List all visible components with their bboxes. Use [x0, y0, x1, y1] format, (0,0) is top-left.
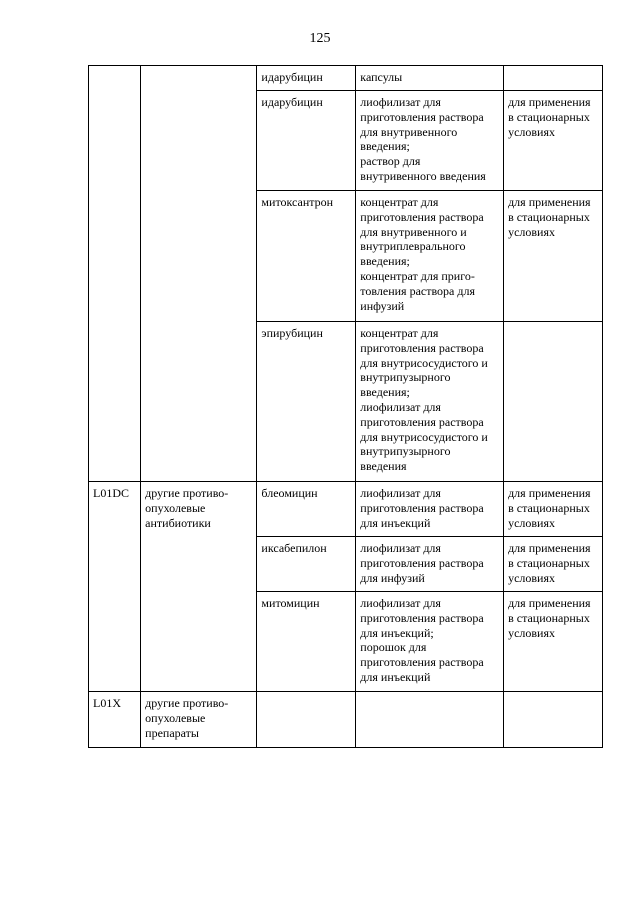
- dosage-form-cell: [356, 322, 504, 482]
- dosage-form-line: внутривенного введения: [360, 168, 486, 183]
- note-cell: [504, 322, 603, 482]
- group-name-line: антибиотики: [145, 515, 211, 530]
- dosage-form-line: для инъекций: [360, 515, 431, 530]
- dosage-form-line: для инфузий: [360, 570, 425, 585]
- dosage-form-line: приготовления раствора: [360, 500, 484, 515]
- table-row: [89, 66, 603, 91]
- page-number: 125: [309, 31, 331, 46]
- note-line: условиях: [508, 570, 555, 585]
- drug-name: блеомицин: [261, 486, 318, 500]
- dosage-form-line: для инъекций: [360, 669, 431, 684]
- dosage-form-line: приготовления раствора: [360, 555, 484, 570]
- dosage-form-line: приготовления раствора: [360, 109, 484, 124]
- dosage-form-line: введения;: [360, 139, 410, 154]
- note-cell: [504, 66, 603, 91]
- drug-table: [88, 65, 603, 748]
- drug-name-cell: [257, 66, 356, 91]
- note-line: в стационарных: [508, 500, 590, 515]
- dosage-form-line: капсулы: [360, 70, 403, 84]
- dosage-form-line: порошок для: [360, 640, 427, 655]
- note-line: условиях: [508, 224, 555, 239]
- dosage-form-line: внутриплеврального: [360, 239, 466, 254]
- dosage-form-line: инфузий: [360, 298, 405, 313]
- dosage-form-line: концентрат для: [360, 326, 439, 340]
- dosage-form-line: введения;: [360, 385, 410, 400]
- dosage-form-line: введения;: [360, 254, 410, 269]
- dosage-form-line: введения: [360, 459, 407, 474]
- note-cell: [504, 91, 603, 191]
- dosage-form-line: концентрат для приго-: [360, 268, 475, 283]
- drug-name-cell: [257, 322, 356, 482]
- table-row: [89, 482, 603, 537]
- note-line: для применения: [508, 541, 591, 555]
- dosage-form-line: лиофилизат для: [360, 399, 441, 414]
- dosage-form-line: лиофилизат для: [360, 95, 441, 109]
- note-line: в стационарных: [508, 610, 590, 625]
- dosage-form-line: внутрипузырного: [360, 444, 451, 459]
- drug-name-cell: [257, 91, 356, 191]
- drug-name: митоксантрон: [261, 195, 334, 209]
- table-row: [89, 692, 603, 748]
- group-name-line: опухолевые: [145, 500, 206, 515]
- table-body: [89, 66, 603, 748]
- note-line: в стационарных: [508, 109, 590, 124]
- group-name-line: препараты: [145, 725, 199, 740]
- dosage-form-cell: [356, 537, 504, 592]
- group-name-line: другие противо-: [145, 696, 229, 710]
- dosage-form-line: приготовления раствора: [360, 655, 484, 670]
- atc-code-cell: [89, 692, 141, 748]
- note-line: для применения: [508, 195, 591, 209]
- note-line: условиях: [508, 124, 555, 139]
- note-line: для применения: [508, 95, 591, 109]
- dosage-form-line: лиофилизат для: [360, 486, 441, 500]
- dosage-form-cell: [356, 91, 504, 191]
- dosage-form-line: концентрат для: [360, 195, 439, 209]
- drug-name-cell: [257, 537, 356, 592]
- note-cell: [504, 191, 603, 322]
- dosage-form-line: лиофилизат для: [360, 596, 441, 610]
- note-line: для применения: [508, 596, 591, 610]
- drug-name: иксабепилон: [261, 541, 327, 555]
- dosage-form-line: приготовления раствора: [360, 414, 484, 429]
- drug-name: идарубицин: [261, 95, 323, 109]
- dosage-form-line: приготовления раствора: [360, 610, 484, 625]
- dosage-form-line: для внутрисосудистого и: [360, 355, 488, 370]
- drug-name-cell: [257, 191, 356, 322]
- dosage-form-line: для инъекций;: [360, 625, 434, 640]
- note-cell: [504, 482, 603, 537]
- drug-name-cell: [257, 482, 356, 537]
- atc-code: L01X: [93, 696, 121, 710]
- drug-name: эпирубицин: [261, 326, 323, 340]
- dosage-form-cell: [356, 692, 504, 748]
- note-cell: [504, 692, 603, 748]
- dosage-form-line: для внутрисосудистого и: [360, 429, 488, 444]
- note-cell: [504, 592, 603, 692]
- dosage-form-line: раствор для: [360, 154, 421, 169]
- drug-name: митомицин: [261, 596, 320, 610]
- group-cell: [141, 482, 257, 692]
- dosage-form-line: для внутривенного и: [360, 224, 467, 239]
- dosage-form-cell: [356, 191, 504, 322]
- note-line: в стационарных: [508, 555, 590, 570]
- group-cell: [141, 692, 257, 748]
- dosage-form-line: приготовления раствора: [360, 340, 484, 355]
- dosage-form-line: товления раствора для: [360, 283, 475, 298]
- drug-name-cell: [257, 592, 356, 692]
- dosage-form-cell: [356, 482, 504, 537]
- atc-code: L01DC: [93, 486, 129, 500]
- dosage-form-line: внутрипузырного: [360, 370, 451, 385]
- note-cell: [504, 537, 603, 592]
- group-cell: [141, 66, 257, 482]
- dosage-form-cell: [356, 592, 504, 692]
- note-line: условиях: [508, 515, 555, 530]
- note-line: условиях: [508, 625, 555, 640]
- note-line: в стационарных: [508, 209, 590, 224]
- atc-code-cell: [89, 482, 141, 692]
- note-line: для применения: [508, 486, 591, 500]
- group-name-line: другие противо-: [145, 486, 229, 500]
- group-name-line: опухолевые: [145, 710, 206, 725]
- dosage-form-line: лиофилизат для: [360, 541, 441, 555]
- dosage-form-cell: [356, 66, 504, 91]
- atc-code-cell: [89, 66, 141, 482]
- drug-name-cell: [257, 692, 356, 748]
- dosage-form-line: для внутривенного: [360, 124, 458, 139]
- dosage-form-line: приготовления раствора: [360, 209, 484, 224]
- drug-name: идарубицин: [261, 70, 323, 84]
